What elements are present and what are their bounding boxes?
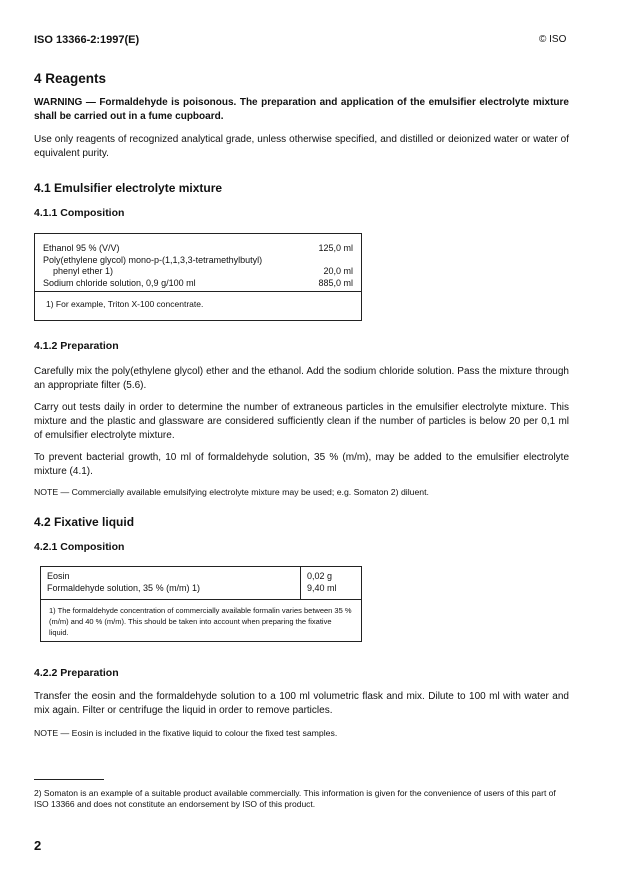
subsection-title-composition-fixative: 4.2.1 Composition (34, 541, 125, 553)
subsection-title-preparation-fixative: 4.2.2 Preparation (34, 667, 119, 679)
section-title-emulsifier: 4.1 Emulsifier electrolyte mixture (34, 181, 223, 195)
table-cell: Formaldehyde solution, 35 % (m/m) 1) (47, 582, 201, 593)
reagents-intro: Use only reagents of recognized analytical grade, unless otherwise specified, and distilled or deionized water or water of equivalent purity. (34, 134, 569, 159)
table-footnote: 1) For example, Triton X-100 concentrate. (46, 299, 204, 309)
note-eosin: NOTE — Eosin is included in the fixative liquid to colour the fixed test samples. (34, 728, 338, 738)
page-number: 2 (34, 838, 42, 853)
table-cell: Eosin (47, 571, 70, 581)
table-footnote: 1) The formaldehyde concentration of commercially available formalin varies between 35 % (m/m) and 40 % (m/m). This should be taken into account when preparing the fixative liquid. (49, 606, 352, 637)
table-row: Poly(ethylene glycol) mono-p-(1,1,3,3-tetramethylbutyl) (43, 254, 263, 265)
subsection-title-composition: 4.1.1 Composition (34, 207, 125, 219)
copyright: © ISO (539, 34, 567, 45)
section-title-fixative: 4.2 Fixative liquid (34, 515, 135, 529)
preparation-paragraph: Carefully mix the poly(ethylene glycol) ether and the ethanol. Add the sodium chloride solution. Pass the mixture through an appropriate filter (5.6). (34, 366, 569, 391)
subsection-title-preparation: 4.1.2 Preparation (34, 340, 119, 352)
note-somaton: NOTE — Commercially available emulsifying electrolyte mixture may be used; e.g. Somaton 2) diluent. (34, 487, 429, 497)
bacterial-growth-paragraph: To prevent bacterial growth, 10 ml of formaldehyde solution, 35 % (m/m), may be added to the emulsifier electrolyte mixture (4.1). (34, 452, 569, 477)
fixative-preparation-paragraph: Transfer the eosin and the formaldehyde solution to a 100 ml volumetric flask and mix. Dilute to 100 ml with water and mix again. Filter or centrifuge the liquid in order to remove particles. (34, 691, 569, 716)
warning-text: WARNING — Formaldehyde is poisonous. The preparation and application of the emulsifier electrolyte mixture shall be carried out in a fume cupboard. (34, 97, 569, 122)
section-title-reagents: 4 Reagents (34, 71, 107, 86)
composition-table-emulsifier (34, 233, 362, 321)
document-id: ISO 13366-2:1997(E) (34, 34, 140, 46)
particle-test-paragraph: Carry out tests daily in order to determine the number of extraneous particles in the emulsifier electrolyte mixture. This mixture and the plastic and glassware are considered sufficiently clean if the number of particles is below 20 per 0,1 ml of emulsifier electrolyte mixture. (34, 402, 569, 441)
table-cell: 9,40 ml (307, 582, 337, 593)
composition-table-fixative (40, 566, 362, 642)
table-row: Ethanol 95 % (V/V) 125,0 ml (43, 243, 353, 253)
footnote-somaton: 2) Somaton is an example of a suitable product available commercially. This information is given for the convenience of users of this part of ISO 13366 and does not constitute an endorsement by ISO of this product. (34, 788, 556, 809)
table-cell: 0,02 g (307, 571, 333, 581)
table-row: Sodium chloride solution, 0,9 g/100 ml 885,0 ml (43, 277, 353, 288)
footnote-divider (34, 779, 104, 780)
table-row: phenyl ether 1) 20,0 ml (53, 266, 353, 276)
